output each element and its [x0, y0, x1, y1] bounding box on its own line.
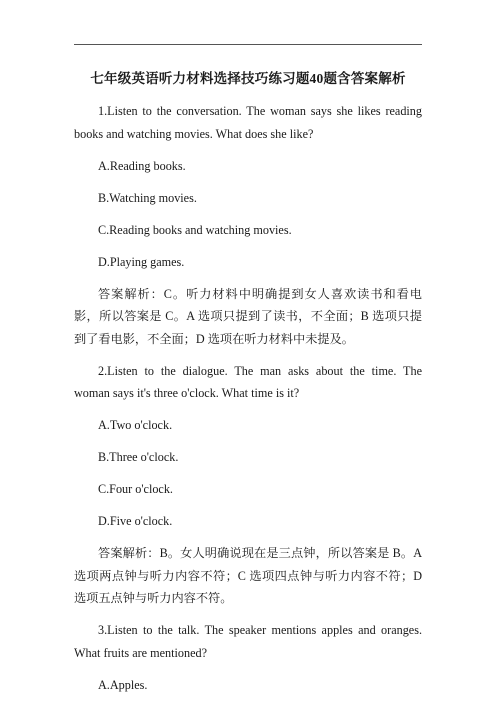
answer-option: D.Playing games. [98, 254, 185, 269]
question-stem: 2.Listen to the dialogue. The man asks about the time. The woman says it's three o'clock. What time is it? [74, 363, 422, 400]
answer-option: B.Watching movies. [98, 190, 197, 205]
answer-option: C.Four o'clock. [98, 482, 173, 496]
answer-analysis: 答案解析：C。听力材料中明确提到女人喜欢读书和看电影，所以答案是 C。A 选项只提到了读书，不全面；B 选项只提到了看电影，不全面；D 选项在听力材料中未提及。 [74, 286, 422, 346]
answer-option: D.Five o'clock. [98, 514, 173, 528]
document-body [74, 100, 422, 706]
header-rule [74, 44, 422, 45]
answer-option: A.Two o'clock. [98, 418, 173, 432]
answer-option: C.Reading books and watching movies. [98, 222, 292, 237]
answer-analysis: 答案解析：B。女人明确说现在是三点钟，所以答案是 B。A 选项两点钟与听力内容不符；C 选项四点钟与听力内容不符；D 选项五点钟与听力内容不符。 [74, 546, 422, 605]
answer-option: B.Three o'clock. [98, 450, 179, 464]
document-title: 七年级英语听力材料选择技巧练习题40题含答案解析 [90, 71, 406, 86]
question-stem: 1.Listen to the conversation. The woman says she likes reading books and watching movies. What does she like? [74, 104, 422, 141]
answer-option: A.Reading books. [98, 158, 186, 173]
answer-option: A.Apples. [98, 677, 148, 692]
question-stem: 3.Listen to the talk. The speaker mentions apples and oranges. What fruits are mentioned? [74, 623, 422, 660]
